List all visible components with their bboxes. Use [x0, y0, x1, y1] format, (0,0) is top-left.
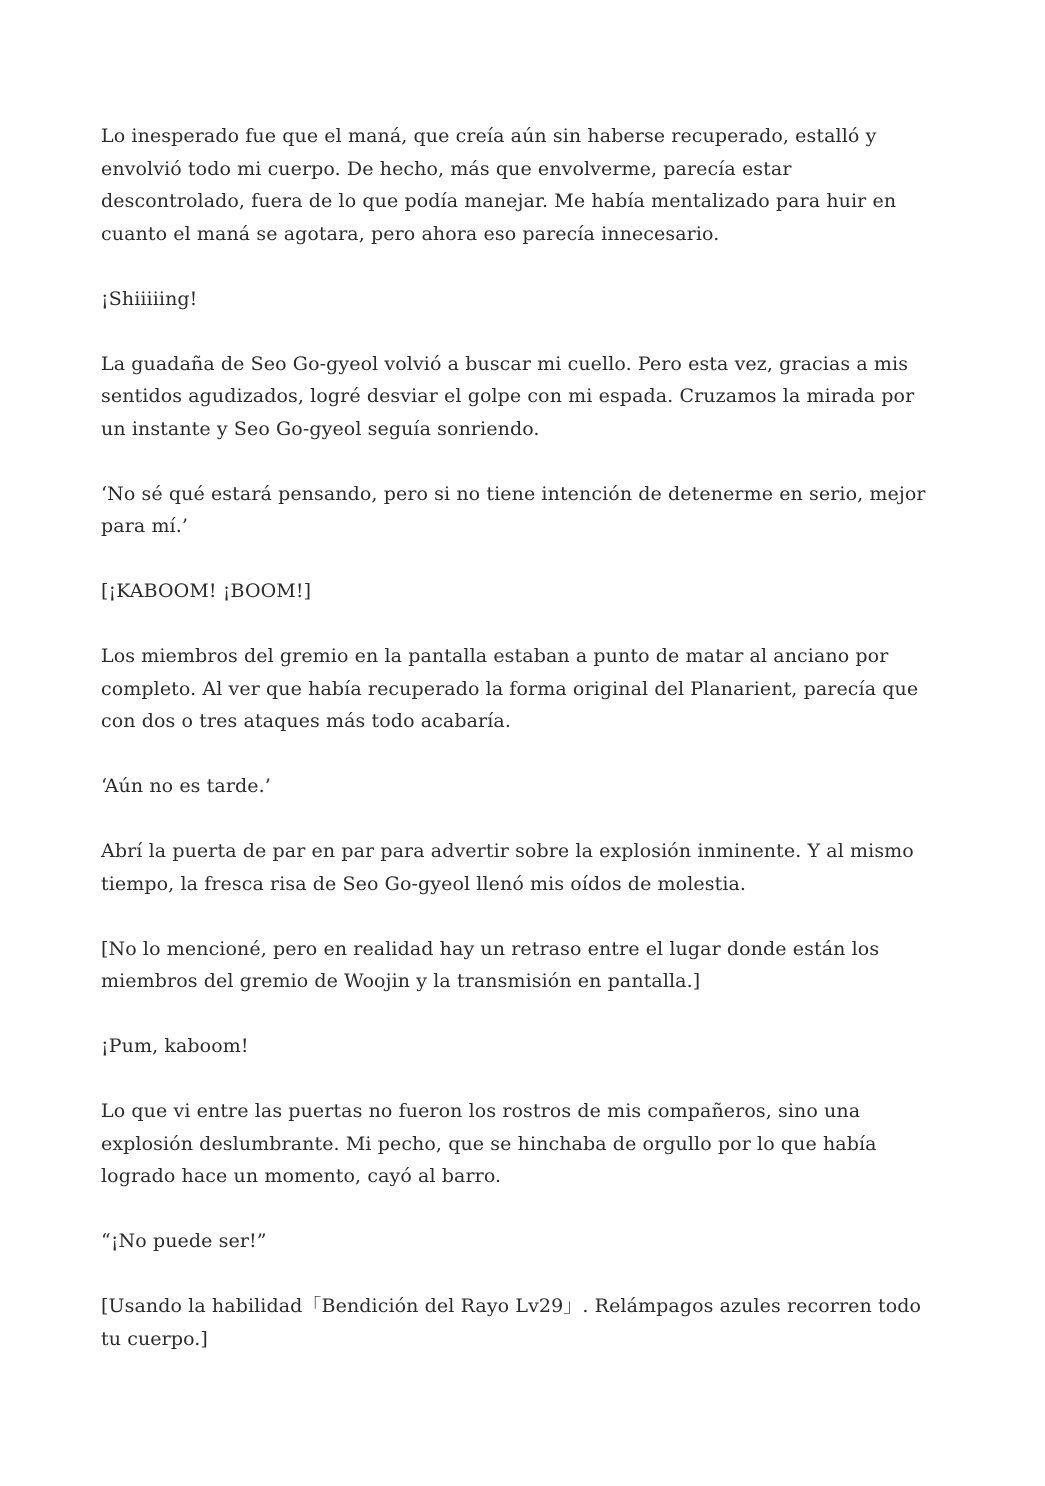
- document-page: [101, 120, 941, 1388]
- paragraph-dialogue: “¡No puede ser!”: [101, 1230, 267, 1252]
- paragraph-sound-kaboom: [¡KABOOM! ¡BOOM!]: [101, 580, 312, 602]
- paragraph-system-delay: [No lo mencioné, pero en realidad hay un retraso entre el lugar donde están los miembros del gremio de Woojin y la transmisión en pantalla.]: [101, 937, 880, 992]
- paragraph-thought-2: ‘Aún no es tarde.’: [101, 775, 271, 797]
- paragraph-guild-members: Los miembros del gremio en la pantalla estaban a punto de matar al anciano por completo. Al ver que había recuperado la forma original del Planarient, parecía que con dos o tres ataques más todo acabaría.: [101, 645, 919, 732]
- paragraph-system-skill: [Usando la habilidad「Bendición del Rayo Lv29」. Relámpagos azules recorren todo tu cuerpo.]: [101, 1295, 922, 1350]
- paragraph-scythe: La guadaña de Seo Go-gyeol volvió a buscar mi cuello. Pero esta vez, gracias a mis sentidos agudizados, logré desviar el golpe con mi espada. Cruzamos la mirada por un instante y Seo Go-gyeol seguía sonriendo.: [101, 352, 915, 440]
- paragraph-sound-pum: ¡Pum, kaboom!: [101, 1035, 249, 1057]
- paragraph-thought-1: ‘No sé qué estará pensando, pero si no tiene intención de detenerme en serio, mejor para mí.’: [101, 482, 926, 537]
- paragraph-intro: Lo inesperado fue que el maná, que creía aún sin haberse recuperado, estalló y envolvió todo mi cuerpo. De hecho, más que envolverme, parecía estar descontrolado, fuera de lo que podía manejar. Me había mentalizado para huir en cuanto el maná se agotara, pero ahora eso parecía innecesario.: [101, 125, 897, 245]
- paragraph-door: Abrí la puerta de par en par para advertir sobre la explosión inminente. Y al mismo tiempo, la fresca risa de Seo Go-gyeol llenó mis oídos de molestia.: [101, 840, 914, 895]
- paragraph-explosion: Lo que vi entre las puertas no fueron los rostros de mis compañeros, sino una explosión deslumbrante. Mi pecho, que se hinchaba de orgullo por lo que había logrado hace un momento, cayó al barro.: [101, 1100, 877, 1187]
- paragraph-sound-shiiiiing: ¡Shiiiiing!: [101, 287, 198, 310]
